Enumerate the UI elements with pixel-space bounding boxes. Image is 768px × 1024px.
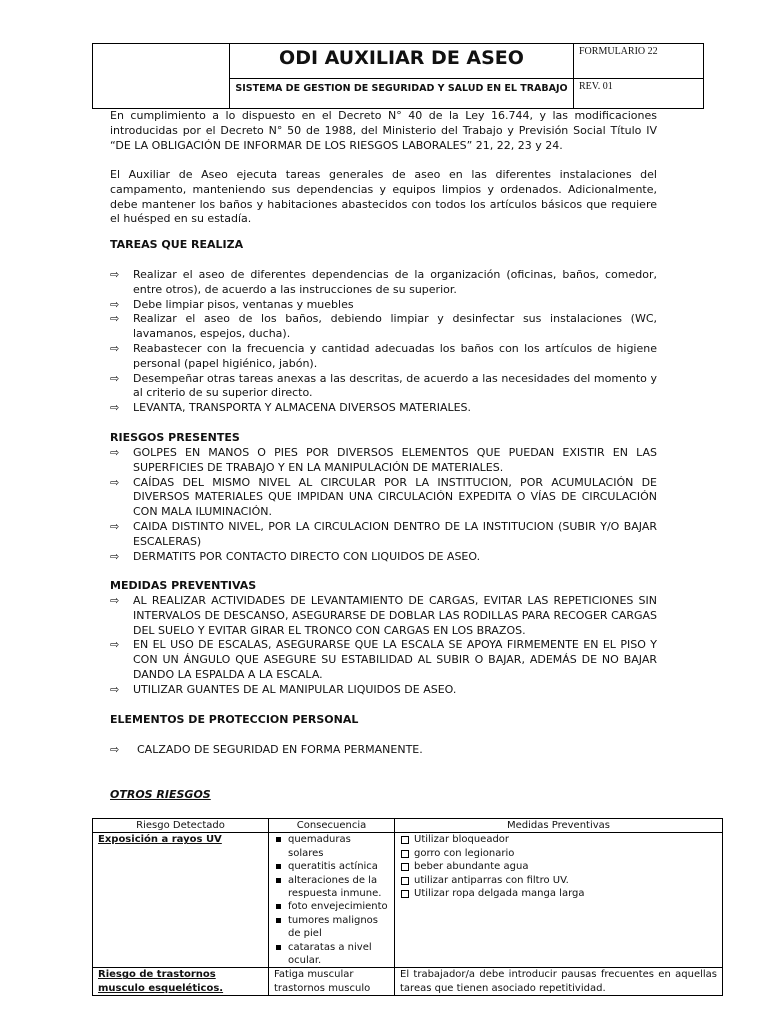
medidas-heading: MEDIDAS PREVENTIVAS [110,579,257,592]
list-item: foto envejecimiento [274,900,389,913]
riesgos-heading: RIESGOS PRESENTES [110,431,240,444]
list-item: ⇨ CAÍDAS DEL MISMO NIVEL AL CIRCULAR POR LA INSTITUCION, POR ACUMULACIÓN DE DIVERSOS MATERIALES QUE IMPIDAN UNA CIRCULACIÓN EXPEDITA O VÍAS DE CIRCULACIÓN CON MALA ILUMINACIÓN. [110,475,657,519]
checkbox-bullet-icon [401,836,409,844]
list-item: ⇨ AL REALIZAR ACTIVIDADES DE LEVANTAMIENTO DE CARGAS, EVITAR LAS REPETICIONES SIN INTERVALOS DE DESCANSO, ASEGURARSE DE DOBLAR LAS RODILLAS PARA RECOGER CARGAS DEL SUELO Y EVITAR GIRAR EL TRONCO CON CARGAS EN LOS BRAZOS. [110,594,657,637]
document-subtitle: SISTEMA DE GESTION DE SEGURIDAD Y SALUD EN EL TRABAJO [230,79,574,109]
tareas-heading: TAREAS QUE REALIZA [110,238,244,251]
checkbox-bullet-icon [401,863,409,871]
tareas-list [110,268,657,416]
arrow-icon: ⇨ [110,743,120,756]
arrow-icon: ⇨ [110,371,120,385]
medidas-preventivas-list [400,833,717,900]
epp-heading: ELEMENTOS DE PROTECCION PERSONAL [110,713,359,726]
list-item: ⇨ Realizar el aseo de los baños, debiendo limpiar y desinfectar sus instalaciones (WC, lavamanos, espejos, ducha). [110,312,657,341]
arrow-icon: ⇨ [110,682,120,696]
medidas-preventivas-text: El trabajador/a debe introducir pausas frecuentes en aquellas tareas que tienen asociado repetitividad. [395,968,723,996]
list-item: ⇨ EN EL USO DE ESCALAS, ASEGURARSE QUE LA ESCALA SE APOYA FIRMEMENTE EN EL PISO Y CON UN ÁNGULO QUE ASEGURE SU ESTABILIDAD AL SUBIR O BAJAR, ADEMÁS DE NO BAJAR DANDO LA ESPALDA A LA ESCALA. [110,638,657,681]
column-header: Consecuencia [269,819,395,833]
list-item: Utilizar ropa delgada manga larga [400,887,717,900]
epp-list [110,743,657,758]
square-bullet-icon [276,918,281,923]
list-item: ⇨ Realizar el aseo de diferentes dependencias de la organización (oficinas, baños, comedor, entre otros), de acuerdo a las instrucciones de su superior. [110,268,657,296]
list-item: quemaduras solares [274,833,389,860]
list-item: ⇨ Desempeñar otras tareas anexas a las descritas, de acuerdo a las necesidades del momento y al criterio de su superior directo. [110,371,657,400]
list-item: ⇨ UTILIZAR GUANTES DE AL MANIPULAR LIQUIDOS DE ASEO. [110,682,457,696]
riesgo-detectado: Exposición a rayos UV [98,834,222,846]
arrow-icon: ⇨ [110,312,120,326]
list-item: cataratas a nivel ocular. [274,941,389,968]
otros-riesgos-table [92,818,723,996]
arrow-icon: ⇨ [110,446,120,459]
list-item: ⇨ LEVANTA, TRANSPORTA Y ALMACENA DIVERSOS MATERIALES. [110,401,472,415]
list-item: ⇨ DERMATITS POR CONTACTO DIRECTO CON LIQUIDOS DE ASEO. [110,549,481,563]
medidas-list [110,594,657,698]
consecuencia-list [274,833,389,967]
arrow-icon: ⇨ [110,519,120,533]
checkbox-bullet-icon [401,850,409,858]
arrow-icon: ⇨ [110,401,120,415]
table-row [93,968,723,996]
arrow-icon: ⇨ [110,638,120,652]
list-item: utilizar antiparras con filtro UV. [400,874,717,887]
list-item: queratitis actínica [274,860,389,873]
consecuencia-text: Fatiga muscular trastornos musculo [269,968,395,996]
riesgo-detectado: Riesgo de trastornos musculo esqueléticos. [98,969,224,994]
square-bullet-icon [276,945,281,950]
logo-cell [93,44,230,109]
riesgos-list [110,446,657,564]
square-bullet-icon [276,864,281,869]
list-item: gorro con legionario [400,847,717,860]
column-header: Riesgo Detectado [93,819,269,833]
list-item: ⇨ CAIDA DISTINTO NIVEL, POR LA CIRCULACION DENTRO DE LA INSTITUCION (SUBIR Y/O BAJAR ESCALERAS) [110,519,657,548]
list-item: ⇨ GOLPES EN MANOS O PIES POR DIVERSOS ELEMENTOS QUE PUEDAN EXISTIR EN LAS SUPERFICIES DE TRABAJO Y EN LA MANIPULACIÓN DE MATERIALES. [110,446,657,474]
intro-paragraph-2: El Auxiliar de Aseo ejecuta tareas generales de aseo en las diferentes instalaciones del campamento, manteniendo sus dependencias y equipos limpios y ordenados. Adicionalmente, debe mantener los baños y habitaciones abastecidos con todos los artículos básicos que requiere el huésped en su estadía. [110,168,657,226]
list-item: ⇨ CALZADO DE SEGURIDAD EN FORMA PERMANENTE. [110,743,423,756]
checkbox-bullet-icon [401,890,409,898]
arrow-icon: ⇨ [110,297,120,311]
arrow-icon: ⇨ [110,475,120,489]
arrow-icon: ⇨ [110,341,120,355]
list-item: Utilizar bloqueador [400,833,717,846]
intro-paragraph-1: En cumplimiento a lo dispuesto en el Decreto N° 40 de la Ley 16.744, y las modificaciones introducidas por el Decreto N° 50 de 1988, del Ministerio del Trabajo y Previsión Social Título IV “DE LA OBLIGACIÓN DE INFORMAR DE LOS RIESGOS LABORALES” 21, 22, 23 y 24. [110,109,657,152]
table-row [93,833,723,968]
arrow-icon: ⇨ [110,594,120,607]
arrow-icon: ⇨ [110,268,120,281]
column-header: Medidas Preventivas [395,819,723,833]
square-bullet-icon [276,878,281,883]
checkbox-bullet-icon [401,877,409,885]
otros-riesgos-heading: OTROS RIESGOS [110,788,211,801]
list-item: ⇨ Reabastecer con la frecuencia y cantidad adecuadas los baños con los artículos de higiene personal (papel higiénico, jabón). [110,341,657,370]
list-item: ⇨ Debe limpiar pisos, ventanas y muebles [110,297,354,311]
revision-number: REV. 01 [574,79,704,109]
header-table [92,43,704,109]
form-code: FORMULARIO 22 [574,44,704,79]
square-bullet-icon [276,837,281,842]
square-bullet-icon [276,904,281,909]
arrow-icon: ⇨ [110,549,120,563]
list-item: alteraciones de la respuesta inmune. [274,874,389,901]
list-item: tumores malignos de piel [274,914,389,941]
list-item: beber abundante agua [400,860,717,873]
document-title: ODI AUXILIAR DE ASEO [230,44,574,79]
